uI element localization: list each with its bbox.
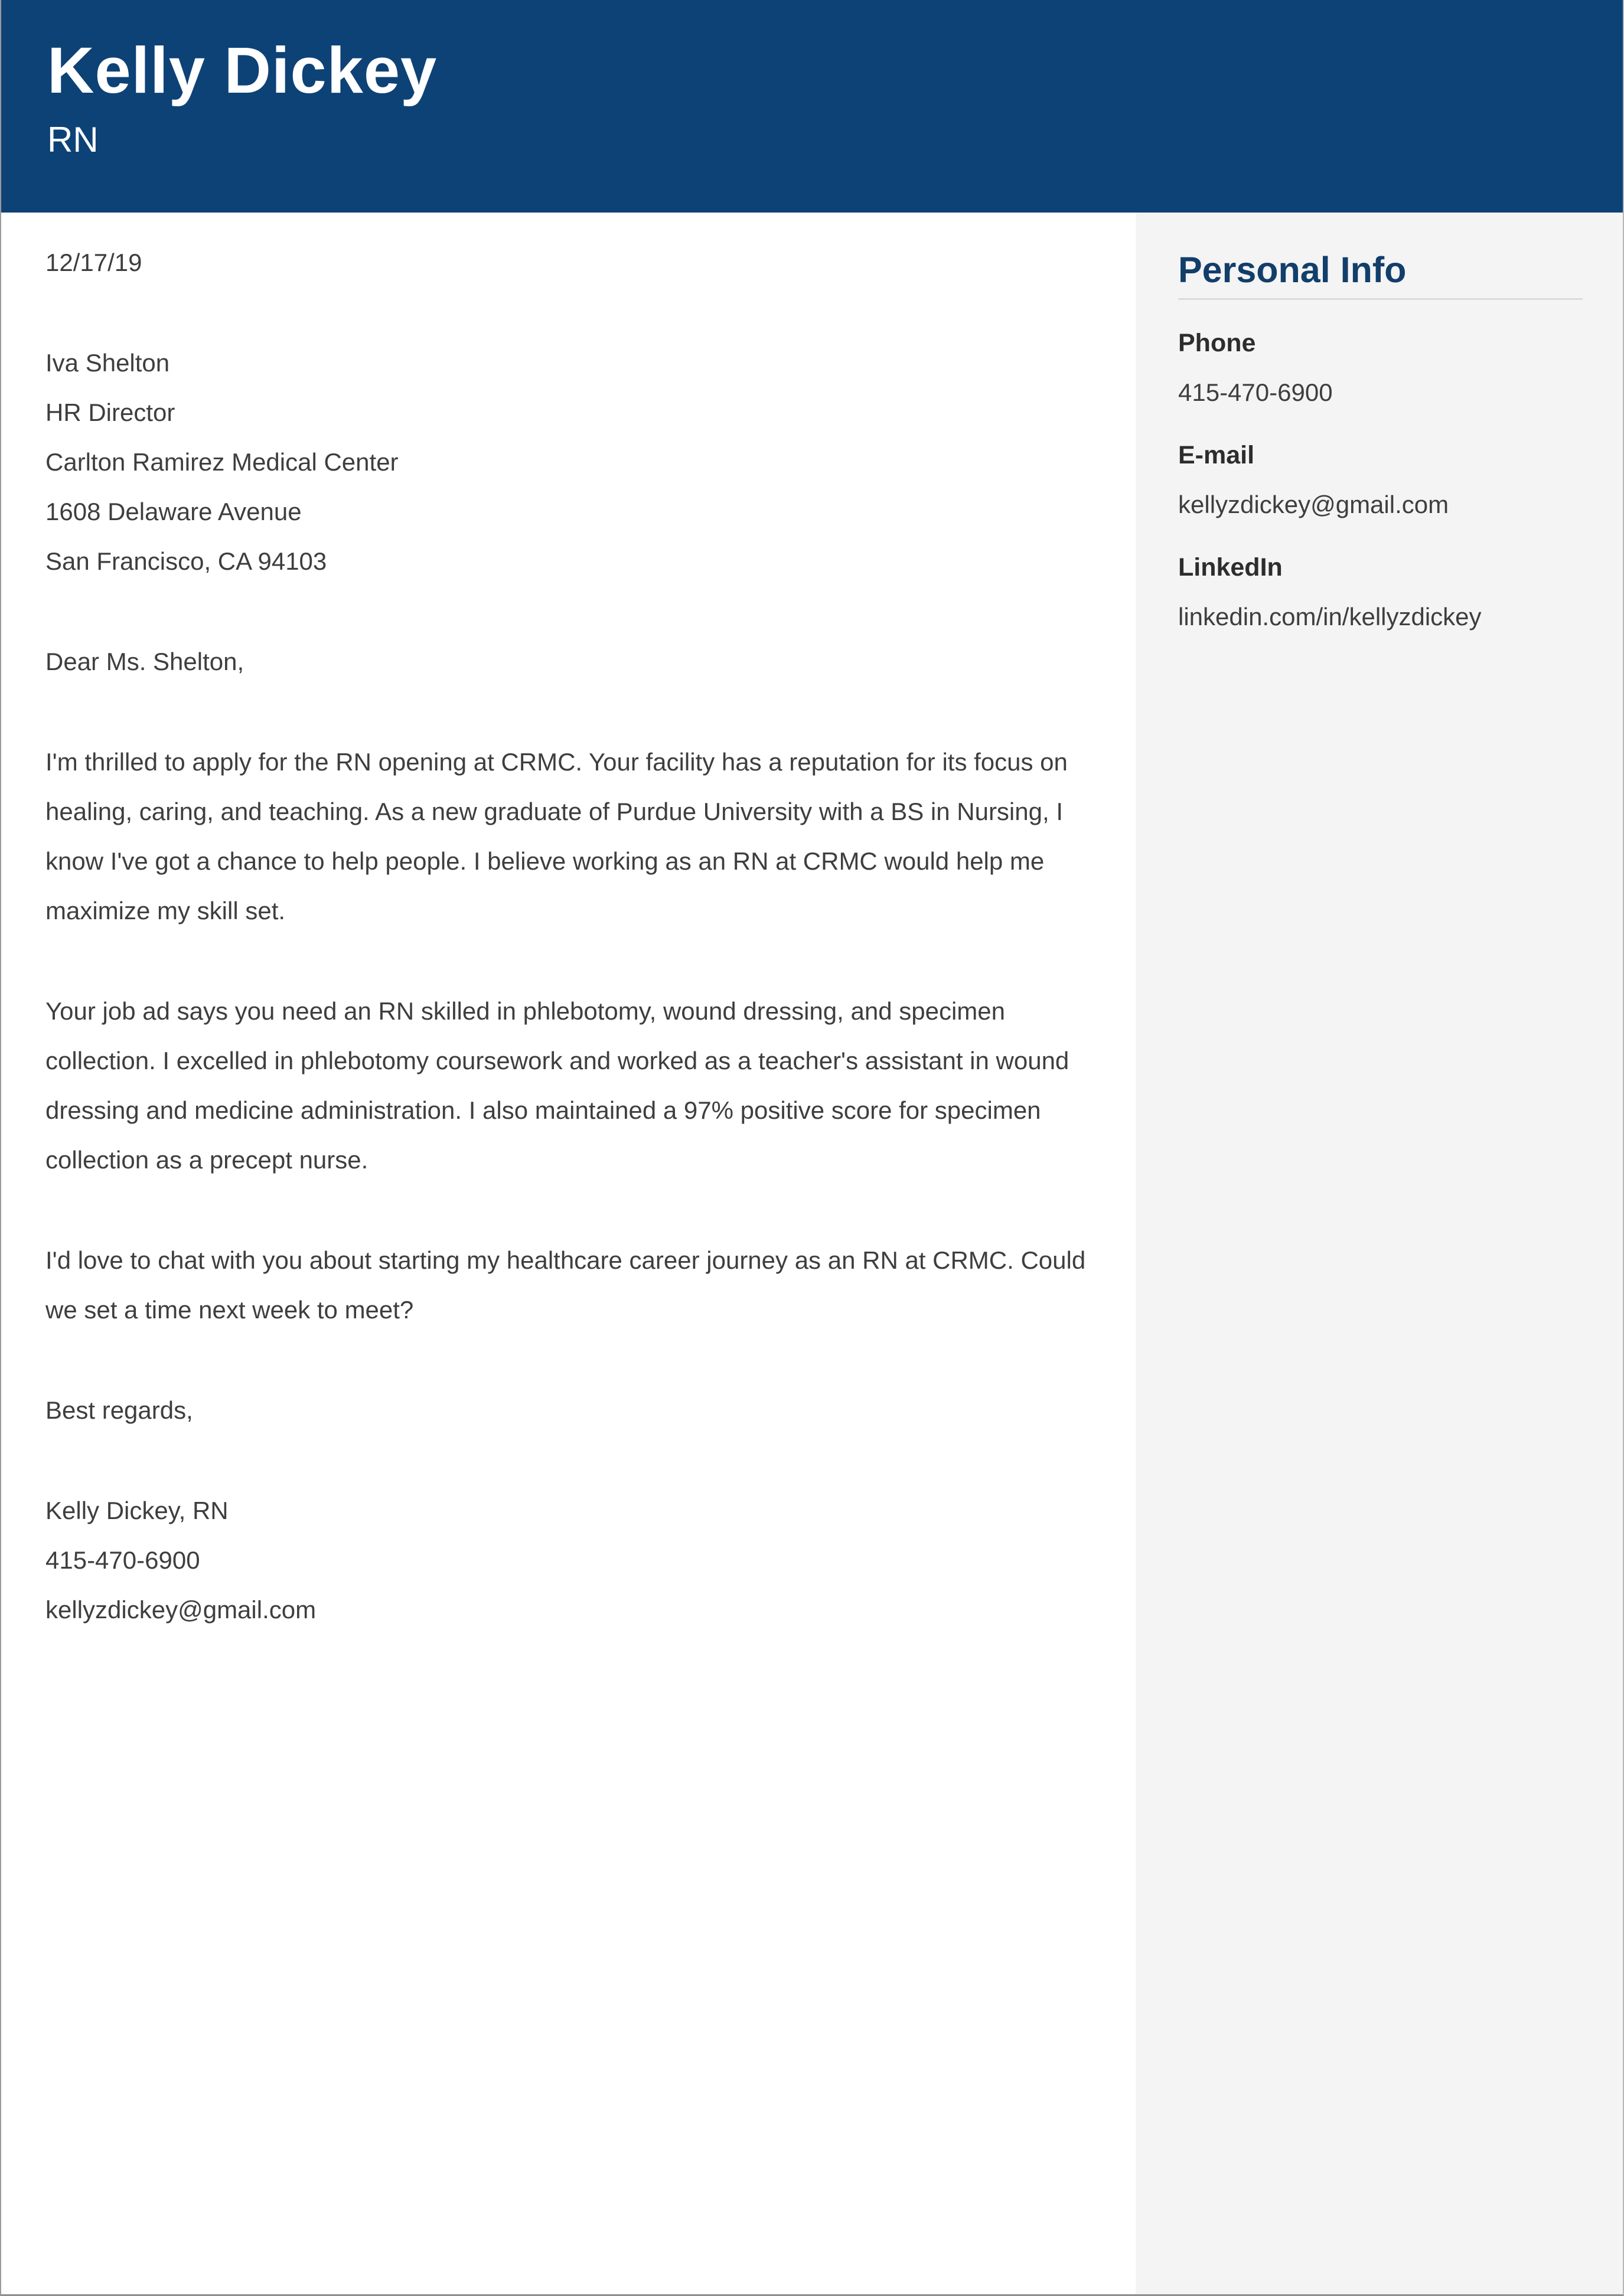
personal-info-sidebar xyxy=(1136,213,1623,2294)
recipient-line: Iva Shelton xyxy=(45,349,170,377)
applicant-job-title: RN xyxy=(47,120,99,159)
body-paragraph: I'm thrilled to apply for the RN opening at CRMC. Your facility has a reputation for its focus on healing, caring, and teaching. As a new graduate of Purdue University with a BS in Nursing, I know I've got a chance to help people. I believe working as an RN at CRMC would help me maximize my skill set. xyxy=(45,748,1068,925)
sidebar-title: Personal Info xyxy=(1178,250,1407,290)
body-paragraph: I'd love to chat with you about starting my healthcare career journey as an RN at CRMC. Could we set a time next week to meet? xyxy=(45,1246,1086,1324)
field-value-email: kellyzdickey@gmail.com xyxy=(1178,491,1449,518)
recipient-block xyxy=(45,338,1097,586)
letter-body xyxy=(1,213,1138,1686)
field-label-linkedin: LinkedIn xyxy=(1178,553,1283,582)
signature-email: kellyzdickey@gmail.com xyxy=(45,1596,317,1624)
field-value-linkedin: linkedin.com/in/kellyzdickey xyxy=(1178,603,1482,631)
field-value-phone: 415-470-6900 xyxy=(1178,378,1333,406)
signature-block xyxy=(45,1486,1097,1635)
letter-date: 12/17/19 xyxy=(45,249,142,276)
recipient-line: Carlton Ramirez Medical Center xyxy=(45,448,399,476)
signature-name: Kelly Dickey, RN xyxy=(45,1497,229,1524)
header-band xyxy=(1,0,1623,213)
recipient-line: HR Director xyxy=(45,399,175,426)
applicant-name: Kelly Dickey xyxy=(47,34,438,107)
greeting: Dear Ms. Shelton, xyxy=(45,648,244,675)
closing: Best regards, xyxy=(45,1396,193,1424)
signature-phone: 415-470-6900 xyxy=(45,1546,200,1574)
sidebar-divider xyxy=(1178,298,1583,300)
field-label-phone: Phone xyxy=(1178,329,1256,357)
body-paragraph: Your job ad says you need an RN skilled in phlebotomy, wound dressing, and specimen collection. I excelled in phlebotomy coursework and worked as a teacher's assistant in wound dressing and medicine administration. I also maintained a 97% positive score for specimen collection as a precept nurse. xyxy=(45,997,1069,1174)
recipient-line: San Francisco, CA 94103 xyxy=(45,547,327,575)
field-label-email: E-mail xyxy=(1178,441,1255,469)
recipient-line: 1608 Delaware Avenue xyxy=(45,498,302,525)
